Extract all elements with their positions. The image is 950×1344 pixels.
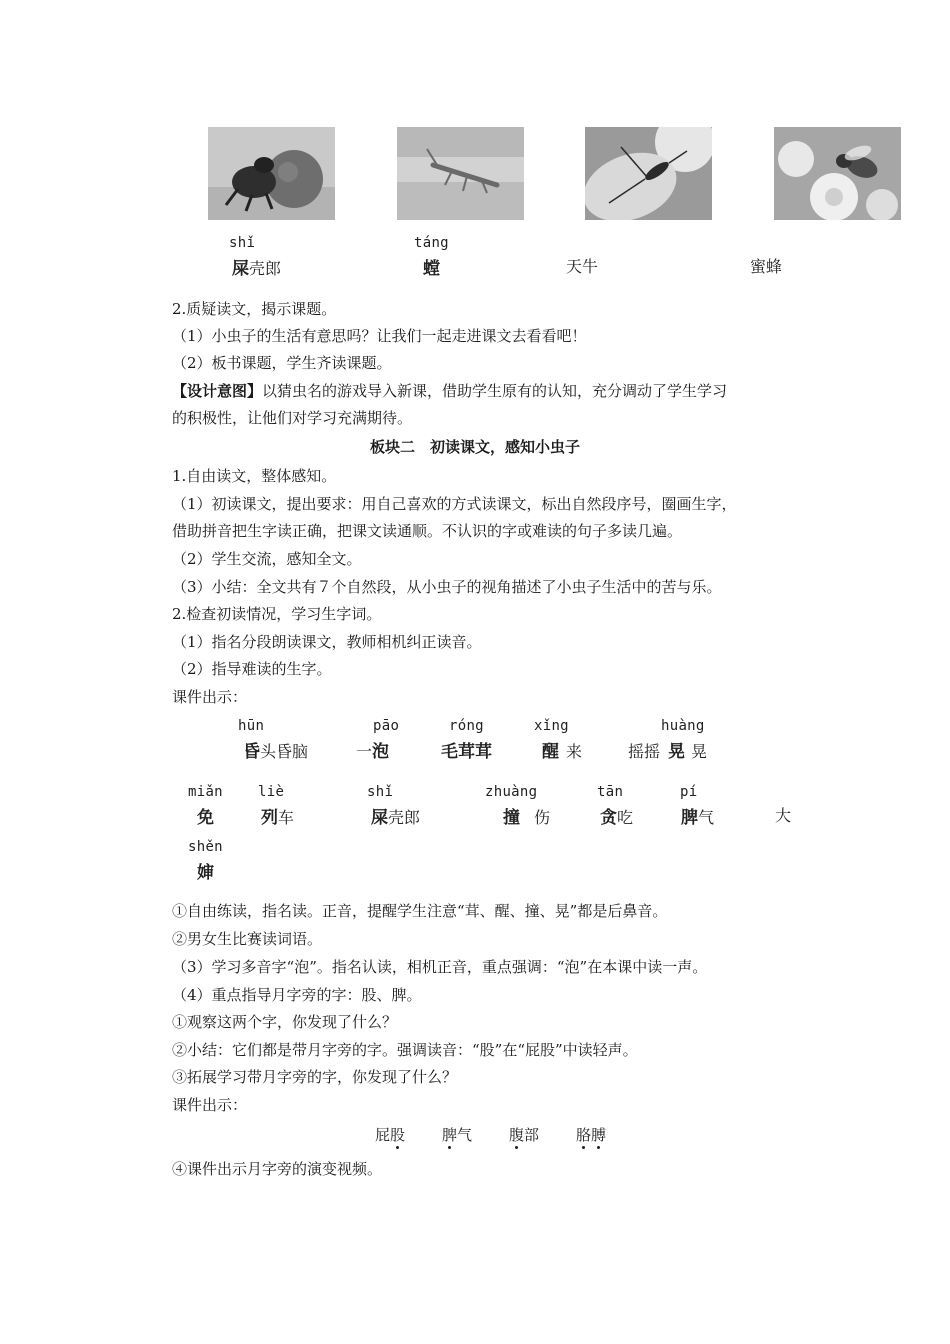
word-pao bbox=[356, 737, 389, 762]
yue-word-gebo bbox=[576, 1124, 606, 1145]
pinyin-tan: tān bbox=[597, 784, 624, 800]
design-intent-text: 以猜虫名的游戏导入新课，借助学生原有的认知，充分调动了学生学习 bbox=[262, 382, 728, 400]
insect-name-bee: 蜜蜂 bbox=[750, 257, 783, 276]
step-2-heading: 2.质疑读文，揭示课题。 bbox=[172, 300, 337, 318]
pinyin-shi-2: shǐ bbox=[367, 784, 394, 800]
dung-beetle-photo bbox=[208, 127, 335, 220]
text-line: （4）重点指导月字旁的字：股、脾。 bbox=[172, 986, 422, 1004]
text-line: （2）板书课题，学生齐读课题。 bbox=[172, 354, 392, 372]
text-line: 课件出示： bbox=[172, 1096, 248, 1114]
pinyin-rong: róng bbox=[449, 718, 484, 734]
pinyin-mian: miǎn bbox=[188, 784, 223, 800]
char-emphasized: 股 bbox=[390, 1126, 406, 1144]
char-xing: 醒 bbox=[542, 742, 559, 762]
char-shen: 婶 bbox=[197, 863, 214, 883]
text-line: 1.自由读文，整体感知。 bbox=[172, 467, 337, 485]
pinyin-hun: hūn bbox=[238, 718, 265, 734]
char: 部 bbox=[524, 1126, 540, 1144]
word-zhuang bbox=[503, 803, 550, 828]
yue-word-pigu bbox=[375, 1124, 405, 1145]
design-intent-label: 【设计意图】 bbox=[172, 382, 263, 400]
insect-name-longhorn: 天牛 bbox=[566, 257, 599, 276]
text-line: （3）学习多音字“泡”。指名认读，相机正音，重点强调：“泡”在本课中读一声。 bbox=[172, 958, 708, 976]
text-line: ②小结：它们都是带月字旁的字。强调读音：“股”在“屁股”中读轻声。 bbox=[172, 1041, 638, 1059]
char-pi: 脾 bbox=[681, 808, 698, 828]
bee-photo bbox=[774, 127, 901, 220]
char-emphasized: 脾 bbox=[442, 1126, 458, 1144]
word-tan bbox=[600, 803, 633, 828]
char-emphasized: 胳 bbox=[576, 1126, 592, 1144]
text-line: （2）学生交流，感知全文。 bbox=[172, 550, 362, 568]
char-rong: 毛茸茸 bbox=[441, 742, 492, 762]
char-zhuang: 撞 bbox=[503, 808, 520, 828]
char-rest: 壳郎 bbox=[249, 259, 282, 278]
word-xing bbox=[542, 737, 582, 762]
pinyin-huang: huàng bbox=[661, 718, 705, 734]
text-line: 的积极性，让他们对学习充满期待。 bbox=[172, 409, 413, 427]
word-shen bbox=[197, 858, 214, 883]
yue-word-piqi bbox=[442, 1124, 472, 1145]
char-pao: 泡 bbox=[372, 742, 390, 762]
pinyin-shen: shěn bbox=[188, 839, 223, 855]
text-line: （1）指名分段朗读课文，教师相机纠正读音。 bbox=[172, 633, 482, 651]
insect-name-mantis bbox=[423, 254, 440, 279]
word-pi bbox=[681, 803, 714, 828]
char-hun: 昏 bbox=[243, 742, 260, 762]
pinyin-xing: xǐng bbox=[534, 718, 569, 734]
char-pre: 摇摇 bbox=[628, 742, 661, 761]
char-rest: 来 bbox=[566, 742, 583, 761]
text-line: 课件出示： bbox=[172, 688, 248, 706]
char-rest: 吃 bbox=[617, 808, 634, 827]
char-rest: 壳郎 bbox=[388, 808, 421, 827]
word-shi bbox=[371, 803, 420, 828]
design-intent-line bbox=[172, 378, 727, 405]
text-line: （2）指导难读的生字。 bbox=[172, 660, 332, 678]
char-pre: 一 bbox=[356, 742, 373, 761]
longhorn-beetle-photo bbox=[585, 127, 712, 220]
text-line: ③拓展学习带月字旁的字，你发现了什么？ bbox=[172, 1068, 458, 1086]
text-line: ①观察这两个字，你发现了什么？ bbox=[172, 1013, 398, 1031]
char-mian: 免 bbox=[197, 808, 214, 828]
char-rest: 车 bbox=[278, 808, 295, 827]
char-rest: 头昏脑 bbox=[260, 742, 309, 761]
text-line: ②男女生比赛读词语。 bbox=[172, 930, 323, 948]
pinyin-zhuang: zhuàng bbox=[485, 784, 538, 800]
char-rest: 晃 bbox=[691, 742, 708, 761]
pinyin-lie: liè bbox=[258, 784, 285, 800]
text-line: ④课件出示月字旁的演变视频。 bbox=[172, 1160, 383, 1178]
text-line: ①自由练读，指名读。正音，提醒学生注意“茸、醒、撞、晃”都是后鼻音。 bbox=[172, 902, 668, 920]
word-lie bbox=[261, 803, 294, 828]
text-line: （1）初读课文，提出要求：用自己喜欢的方式读课文，标出自然段序号，圈画生字， bbox=[172, 495, 737, 513]
insect-name-dung-beetle bbox=[232, 254, 281, 279]
char-rest: 气 bbox=[698, 808, 715, 827]
word-mian bbox=[197, 803, 214, 828]
pinyin-pao: pāo bbox=[373, 718, 400, 734]
char-huang: 晃 bbox=[668, 742, 686, 762]
mantis-photo bbox=[397, 127, 524, 220]
char-lie: 列 bbox=[261, 808, 278, 828]
char-rest: 伤 bbox=[534, 808, 551, 827]
section-title: 板块二 初读课文，感知小虫子 bbox=[369, 438, 580, 456]
pinyin-tang: táng bbox=[414, 235, 449, 251]
word-rong bbox=[441, 737, 492, 762]
pinyin-shi: shǐ bbox=[229, 235, 256, 251]
word-da: 大 bbox=[775, 806, 792, 825]
word-hun bbox=[243, 737, 308, 762]
text-line: （1）小虫子的生活有意思吗？让我们一起走进课文去看看吧！ bbox=[172, 327, 587, 345]
char-emphasized: 腹 bbox=[509, 1126, 525, 1144]
char-shi: 屎 bbox=[232, 259, 249, 279]
char-shi: 屎 bbox=[371, 808, 388, 828]
word-huang bbox=[628, 737, 707, 762]
yue-word-fubu bbox=[509, 1124, 539, 1145]
char-tan: 贪 bbox=[600, 808, 617, 828]
char-emphasized: 膊 bbox=[591, 1126, 607, 1144]
pinyin-pi: pí bbox=[680, 784, 698, 800]
char: 气 bbox=[457, 1126, 473, 1144]
text-line: 2.检查初读情况，学习生字词。 bbox=[172, 605, 382, 623]
char: 屁 bbox=[375, 1126, 391, 1144]
text-line: （3）小结：全文共有７个自然段，从小虫子的视角描述了小虫子生活中的苦与乐。 bbox=[172, 578, 722, 596]
text-line: 借助拼音把生字读正确，把课文读通顺。不认识的字或难读的句子多读几遍。 bbox=[172, 522, 683, 540]
char-tang: 螳 bbox=[423, 259, 440, 279]
